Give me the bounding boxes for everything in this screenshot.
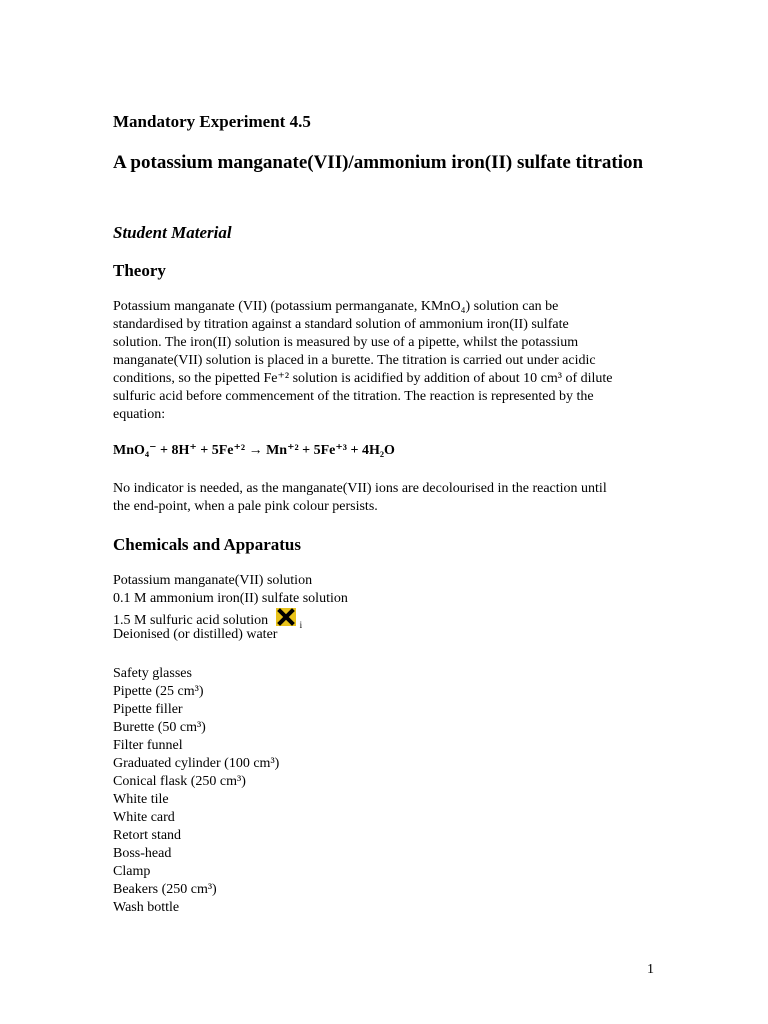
harmful-irritant-icon (276, 608, 300, 632)
theory-line: Potassium manganate (VII) (potassium permanganate, KMnO₄) solution can be (113, 299, 559, 314)
hazard-subscript: i (299, 619, 303, 630)
list-item: Boss-head (113, 846, 172, 861)
student-material-heading: Student Material (113, 223, 232, 242)
list-item: Retort stand (113, 828, 182, 843)
theory-line: sulfuric acid before commencement of the titration. The reaction is represented by the (113, 389, 594, 404)
reaction-equation: MnO₄⁻ + 8H⁺ + 5Fe⁺² → Mn⁺² + 5Fe⁺³ + 4H₂O (113, 443, 395, 458)
list-item: Clamp (113, 864, 151, 879)
list-item: Graduated cylinder (100 cm³) (113, 756, 280, 771)
theory-line: conditions, so the pipetted Fe⁺² solution is acidified by addition of about 10 cm³ of dilute (113, 371, 613, 386)
note-line: the end-point, when a pale pink colour persists. (113, 499, 378, 514)
list-item: Burette (50 cm³) (113, 720, 206, 735)
list-item: White card (113, 810, 175, 825)
theory-line: equation: (113, 407, 166, 422)
list-item: Safety glasses (113, 666, 192, 681)
theory-line: manganate(VII) solution is placed in a burette. The titration is carried out under acidic (113, 353, 596, 368)
list-item: Pipette (25 cm³) (113, 684, 204, 699)
list-item: Potassium manganate(VII) solution (113, 573, 313, 588)
list-item: Filter funnel (113, 738, 183, 753)
list-item: Wash bottle (113, 900, 180, 915)
page-title: A potassium manganate(VII)/ammonium iron(II) sulfate titration (113, 152, 644, 173)
chemicals-apparatus-heading: Chemicals and Apparatus (113, 535, 301, 554)
list-item: Beakers (250 cm³) (113, 882, 217, 897)
experiment-heading: Mandatory Experiment 4.5 (113, 112, 311, 131)
theory-line: standardised by titration against a standard solution of ammonium iron(II) sulfate (113, 317, 569, 332)
list-item: Pipette filler (113, 702, 183, 717)
chemicals-list (113, 572, 513, 644)
theory-paragraph (113, 298, 643, 424)
list-item: Deionised (or distilled) water (113, 627, 278, 642)
list-item: White tile (113, 792, 169, 807)
indicator-note (113, 480, 673, 516)
theory-line: solution. The iron(II) solution is measured by use of a pipette, whilst the potassium (113, 335, 579, 350)
page-number: 1 (647, 962, 654, 977)
theory-heading: Theory (113, 261, 166, 280)
apparatus-list (113, 665, 513, 917)
list-item: Conical flask (250 cm³) (113, 774, 246, 789)
note-line: No indicator is needed, as the manganate(VII) ions are decolourised in the reaction until (113, 481, 607, 496)
list-item: 1.5 M sulfuric acid solution $_i$ (113, 608, 513, 626)
list-item: 0.1 M ammonium iron(II) sulfate solution (113, 591, 348, 606)
